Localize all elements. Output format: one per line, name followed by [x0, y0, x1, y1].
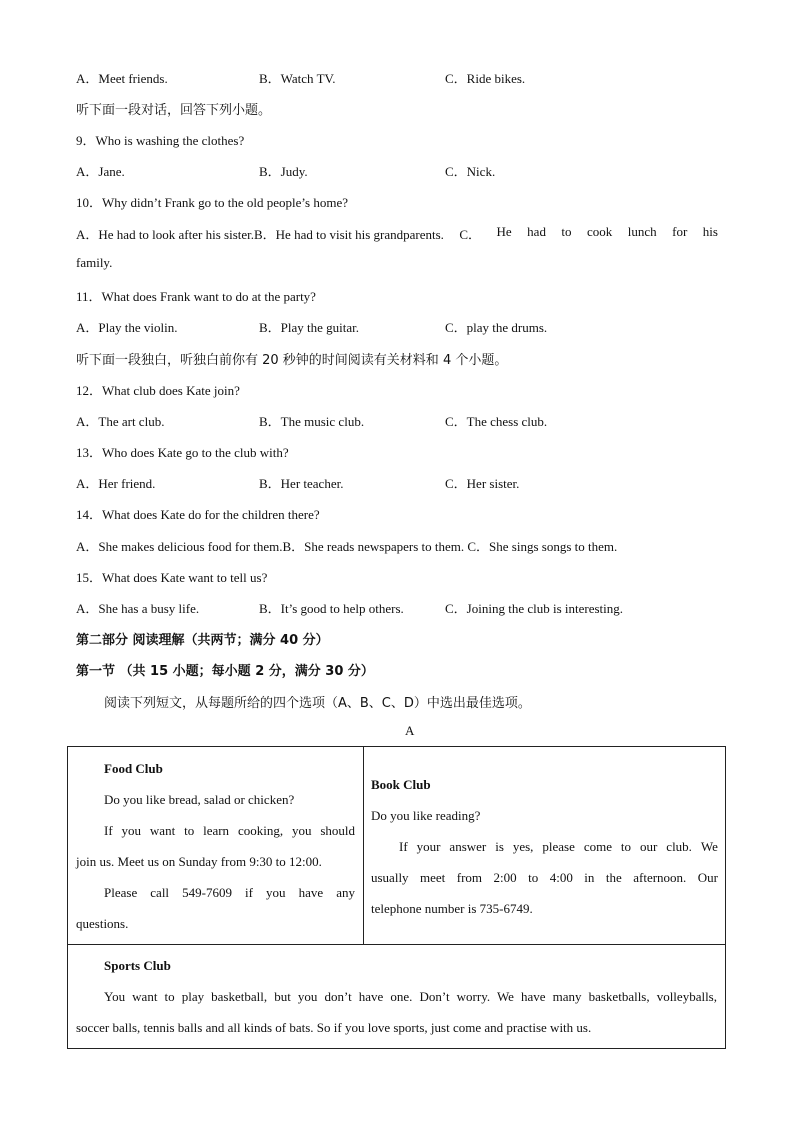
q10-stem: 10．Why didn’t Frank go to the old people’s home? — [76, 195, 348, 210]
q11-option-b: B．Play the guitar. — [259, 320, 360, 335]
q14-options-line: A．She makes delicious food for them.B．She reads newspapers to them. C．She sings songs to them. — [76, 539, 618, 554]
sports-club-title: Sports Club — [104, 958, 171, 973]
q11-option-a: A．Play the violin. — [76, 320, 178, 335]
food-club-title: Food Club — [104, 761, 163, 776]
q12-option-a: A．The art club. — [76, 414, 165, 429]
q10-option-c-word: had — [527, 224, 546, 239]
clubs-table — [67, 746, 726, 1049]
q8-option-b: B．Watch TV. — [259, 71, 336, 86]
q15-option-c: C．Joining the club is interesting. — [445, 601, 624, 616]
food-club-para2-line2: questions. — [76, 916, 129, 931]
q10-option-c-word: for — [672, 224, 688, 239]
q14-stem: 14．What does Kate do for the children there? — [76, 507, 320, 522]
book-club-title: Book Club — [371, 777, 431, 792]
food-club-line1: Do you like bread, salad or chicken? — [104, 792, 295, 807]
food-club-para1-line2: join us. Meet us on Sunday from 9:30 to 12:00. — [76, 854, 322, 869]
q10-option-c-word: cook — [587, 224, 613, 239]
q13-option-b: B．Her teacher. — [259, 476, 344, 491]
passage-label: A — [405, 723, 415, 738]
sports-club-para-line2: soccer balls, tennis balls and all kinds of bats. So if you love sports, just come and practise with us. — [76, 1020, 592, 1035]
q11-stem: 11．What does Frank want to do at the party? — [76, 289, 316, 304]
q11-option-c: C．play the drums. — [445, 320, 548, 335]
food-club-para2-line1: Please call 549-7609 if you have any — [104, 885, 355, 900]
q9-option-a: A．Jane. — [76, 164, 125, 179]
q13-stem: 13．Who does Kate go to the club with? — [76, 445, 289, 460]
section1-heading: 第一节 （共 15 小题；每小题 2 分，满分 30 分） — [76, 664, 374, 679]
q10-option-c-word: C． — [459, 227, 482, 242]
q15-option-a: A．She has a busy life. — [76, 601, 200, 616]
q13-option-a: A．Her friend. — [76, 476, 156, 491]
q15-option-b: B．It’s good to help others. — [259, 601, 404, 616]
q10-options-ab: A．He had to look after his sister.B．He had to visit his grandparents. — [76, 227, 444, 242]
q15-stem: 15．What does Kate want to tell us? — [76, 570, 268, 585]
sports-club-cell — [68, 945, 726, 1049]
q8-option-c: C．Ride bikes. — [445, 71, 526, 86]
q10-option-c-word: He — [496, 224, 512, 239]
q10-option-c-word: his — [702, 224, 718, 239]
book-club-line1: Do you like reading? — [371, 808, 481, 823]
q13-option-c: C．Her sister. — [445, 476, 520, 491]
q8-option-a: A．Meet friends. — [76, 71, 168, 86]
food-club-para1-line1: If you want to learn cooking, you should — [104, 823, 355, 838]
q12-option-b: B．The music club. — [259, 414, 365, 429]
reading-instruction: 阅读下列短文，从每题所给的四个选项（A、B、C、D）中选出最佳选项。 — [104, 696, 531, 711]
q10-options-line — [76, 224, 718, 243]
book-club-cell — [364, 747, 726, 945]
q12-option-c: C．The chess club. — [445, 414, 548, 429]
q10-option-c-word: lunch — [627, 224, 657, 239]
food-club-cell — [68, 747, 364, 945]
q9-option-c: C．Nick. — [445, 164, 496, 179]
q9-stem: 9．Who is washing the clothes? — [76, 133, 245, 148]
q10-option-c-word: to — [561, 224, 572, 239]
book-club-para-line3: telephone number is 735-6749. — [371, 901, 533, 916]
q10-options-line2: family. — [76, 255, 113, 270]
book-club-para-line2: usually meet from 2:00 to 4:00 in the afternoon. Our — [371, 870, 718, 885]
q12-stem: 12．What club does Kate join? — [76, 383, 240, 398]
dialogue-instruction: 听下面一段对话，回答下列小题。 — [76, 103, 272, 118]
sports-club-para-line1: You want to play basketball, but you don’t have one. Don’t worry. We have many basketballs, volleyballs, — [104, 989, 717, 1004]
monologue-instruction: 听下面一段独白，听独白前你有 20 秒钟的时间阅读有关材料和 4 个小题。 — [76, 353, 508, 368]
book-club-para-line1: If your answer is yes, please come to our club. We — [399, 839, 718, 854]
part2-heading: 第二部分 阅读理解（共两节；满分 40 分） — [76, 633, 329, 648]
q9-option-b: B．Judy. — [259, 164, 308, 179]
